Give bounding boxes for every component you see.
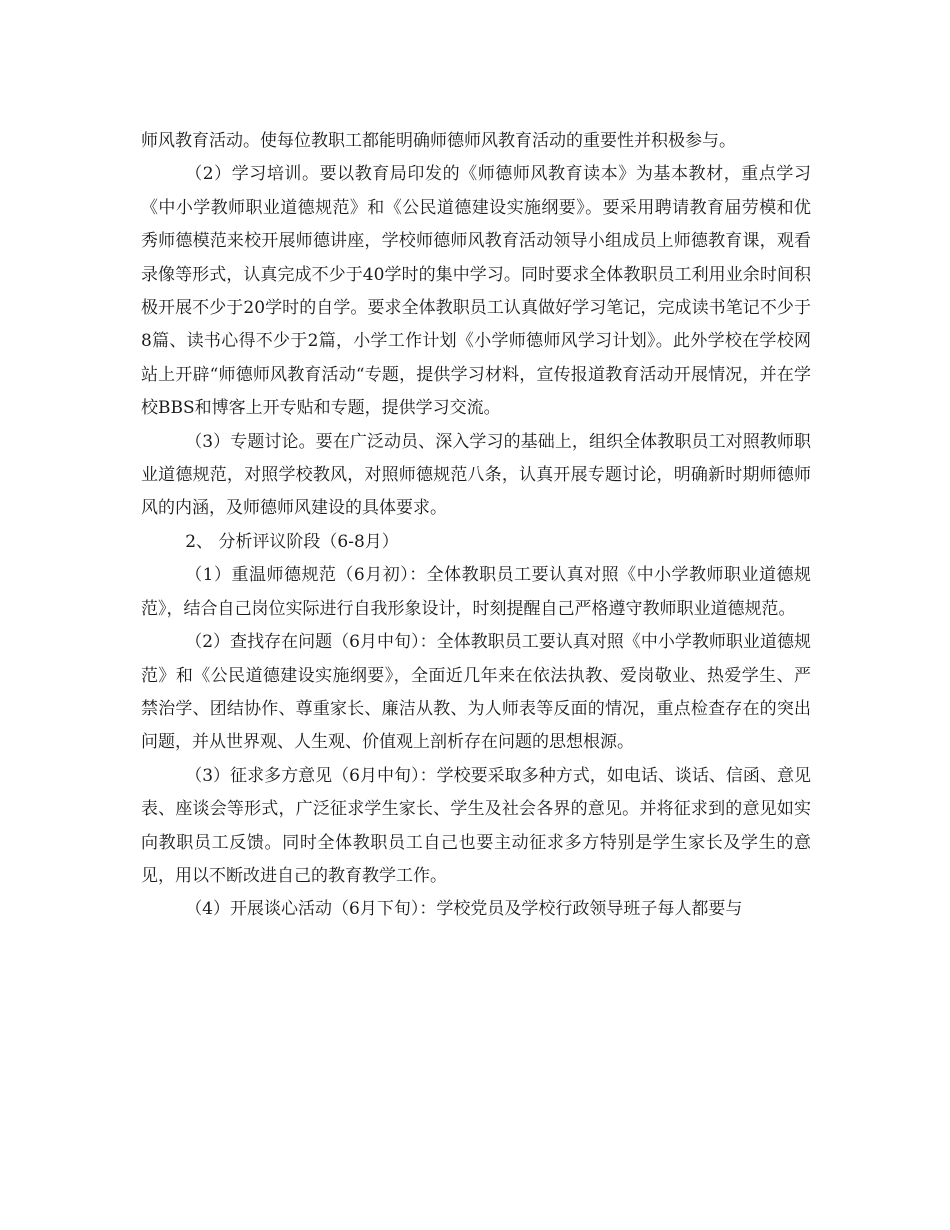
- paragraph-study-training: （2）学习培训。要以教育局印发的《师德师风教育读本》为基本教材，重点学习《中小学教师职业道德规范》和《公民道德建设实施纲要》。要采用聘请教育届劳模和优秀师德模范来校开展师德讲座，学校师德师风教育活动领导小组成员上师德教育课，观看录像等形式，认真完成不少于40学时的集中学习。同时要求全体教职员工利用业余时间积极开展不少于20学时的自学。要求全体教职员工认真做好学习笔记，完成读书笔记不少于8篇、读书心得不少于2篇，小学工作计划《小学师德师风学习计划》。此外学校在学校网站上开辟“师德师风教育活动“专题，提供学习材料，宣传报道教育活动开展情况，并在学校BBS和博客上开专贴和专题，提供学习交流。: [141, 164, 811, 419]
- paragraph-review-norms: （1）重温师德规范（6月初）：全体教职员工要认真对照《中小学教师职业道德规范》，结合自己岗位实际进行自我形象设计，时刻提醒自己严格遵守教师职业道德规范。: [141, 565, 811, 619]
- section-heading-analysis-stage: 2、 分析评议阶段（6-8月）: [185, 531, 399, 552]
- paragraph-topic-discussion: （3）专题讨论。要在广泛动员、深入学习的基础上，组织全体教职员工对照教师职业道德规范，对照学校教风，对照师德规范八条，认真开展专题讨论，明确新时期师德师风的内涵，及师德师风建设的具体要求。: [141, 431, 811, 519]
- paragraph-heart-to-heart: （4）开展谈心活动（6月下旬）：学校党员及学校行政领导班子每人都要与: [185, 899, 743, 920]
- paragraph-continuation: 师风教育活动。使每位教职工都能明确师德师风教育活动的重要性并积极参与。: [141, 131, 736, 151]
- paragraph-solicit-opinions: （3）征求多方意见（6月中旬）：学校要采取多种方式，如电话、谈话、信函、意见表、座谈会等形式，广泛征求学生家长、学生及社会各界的意见。并将征求到的意见如实向教职员工反馈。同时全体教职员工自己也要主动征求多方特别是学生家长及学生的意见，用以不断改进自己的教育教学工作。: [141, 765, 811, 886]
- paragraph-find-problems: （2）查找存在问题（6月中旬）：全体教职员工要认真对照《中小学教师职业道德规范》和《公民道德建设实施纲要》，全面近几年来在依法执教、爱岗敬业、热爱学生、严禁治学、团结协作、尊重家长、廉洁从教、为人师表等反面的情况，重点检查存在的突出问题，并从世界观、人生观、价值观上剖析存在问题的思想根源。: [141, 632, 811, 753]
- document-body: [141, 125, 811, 927]
